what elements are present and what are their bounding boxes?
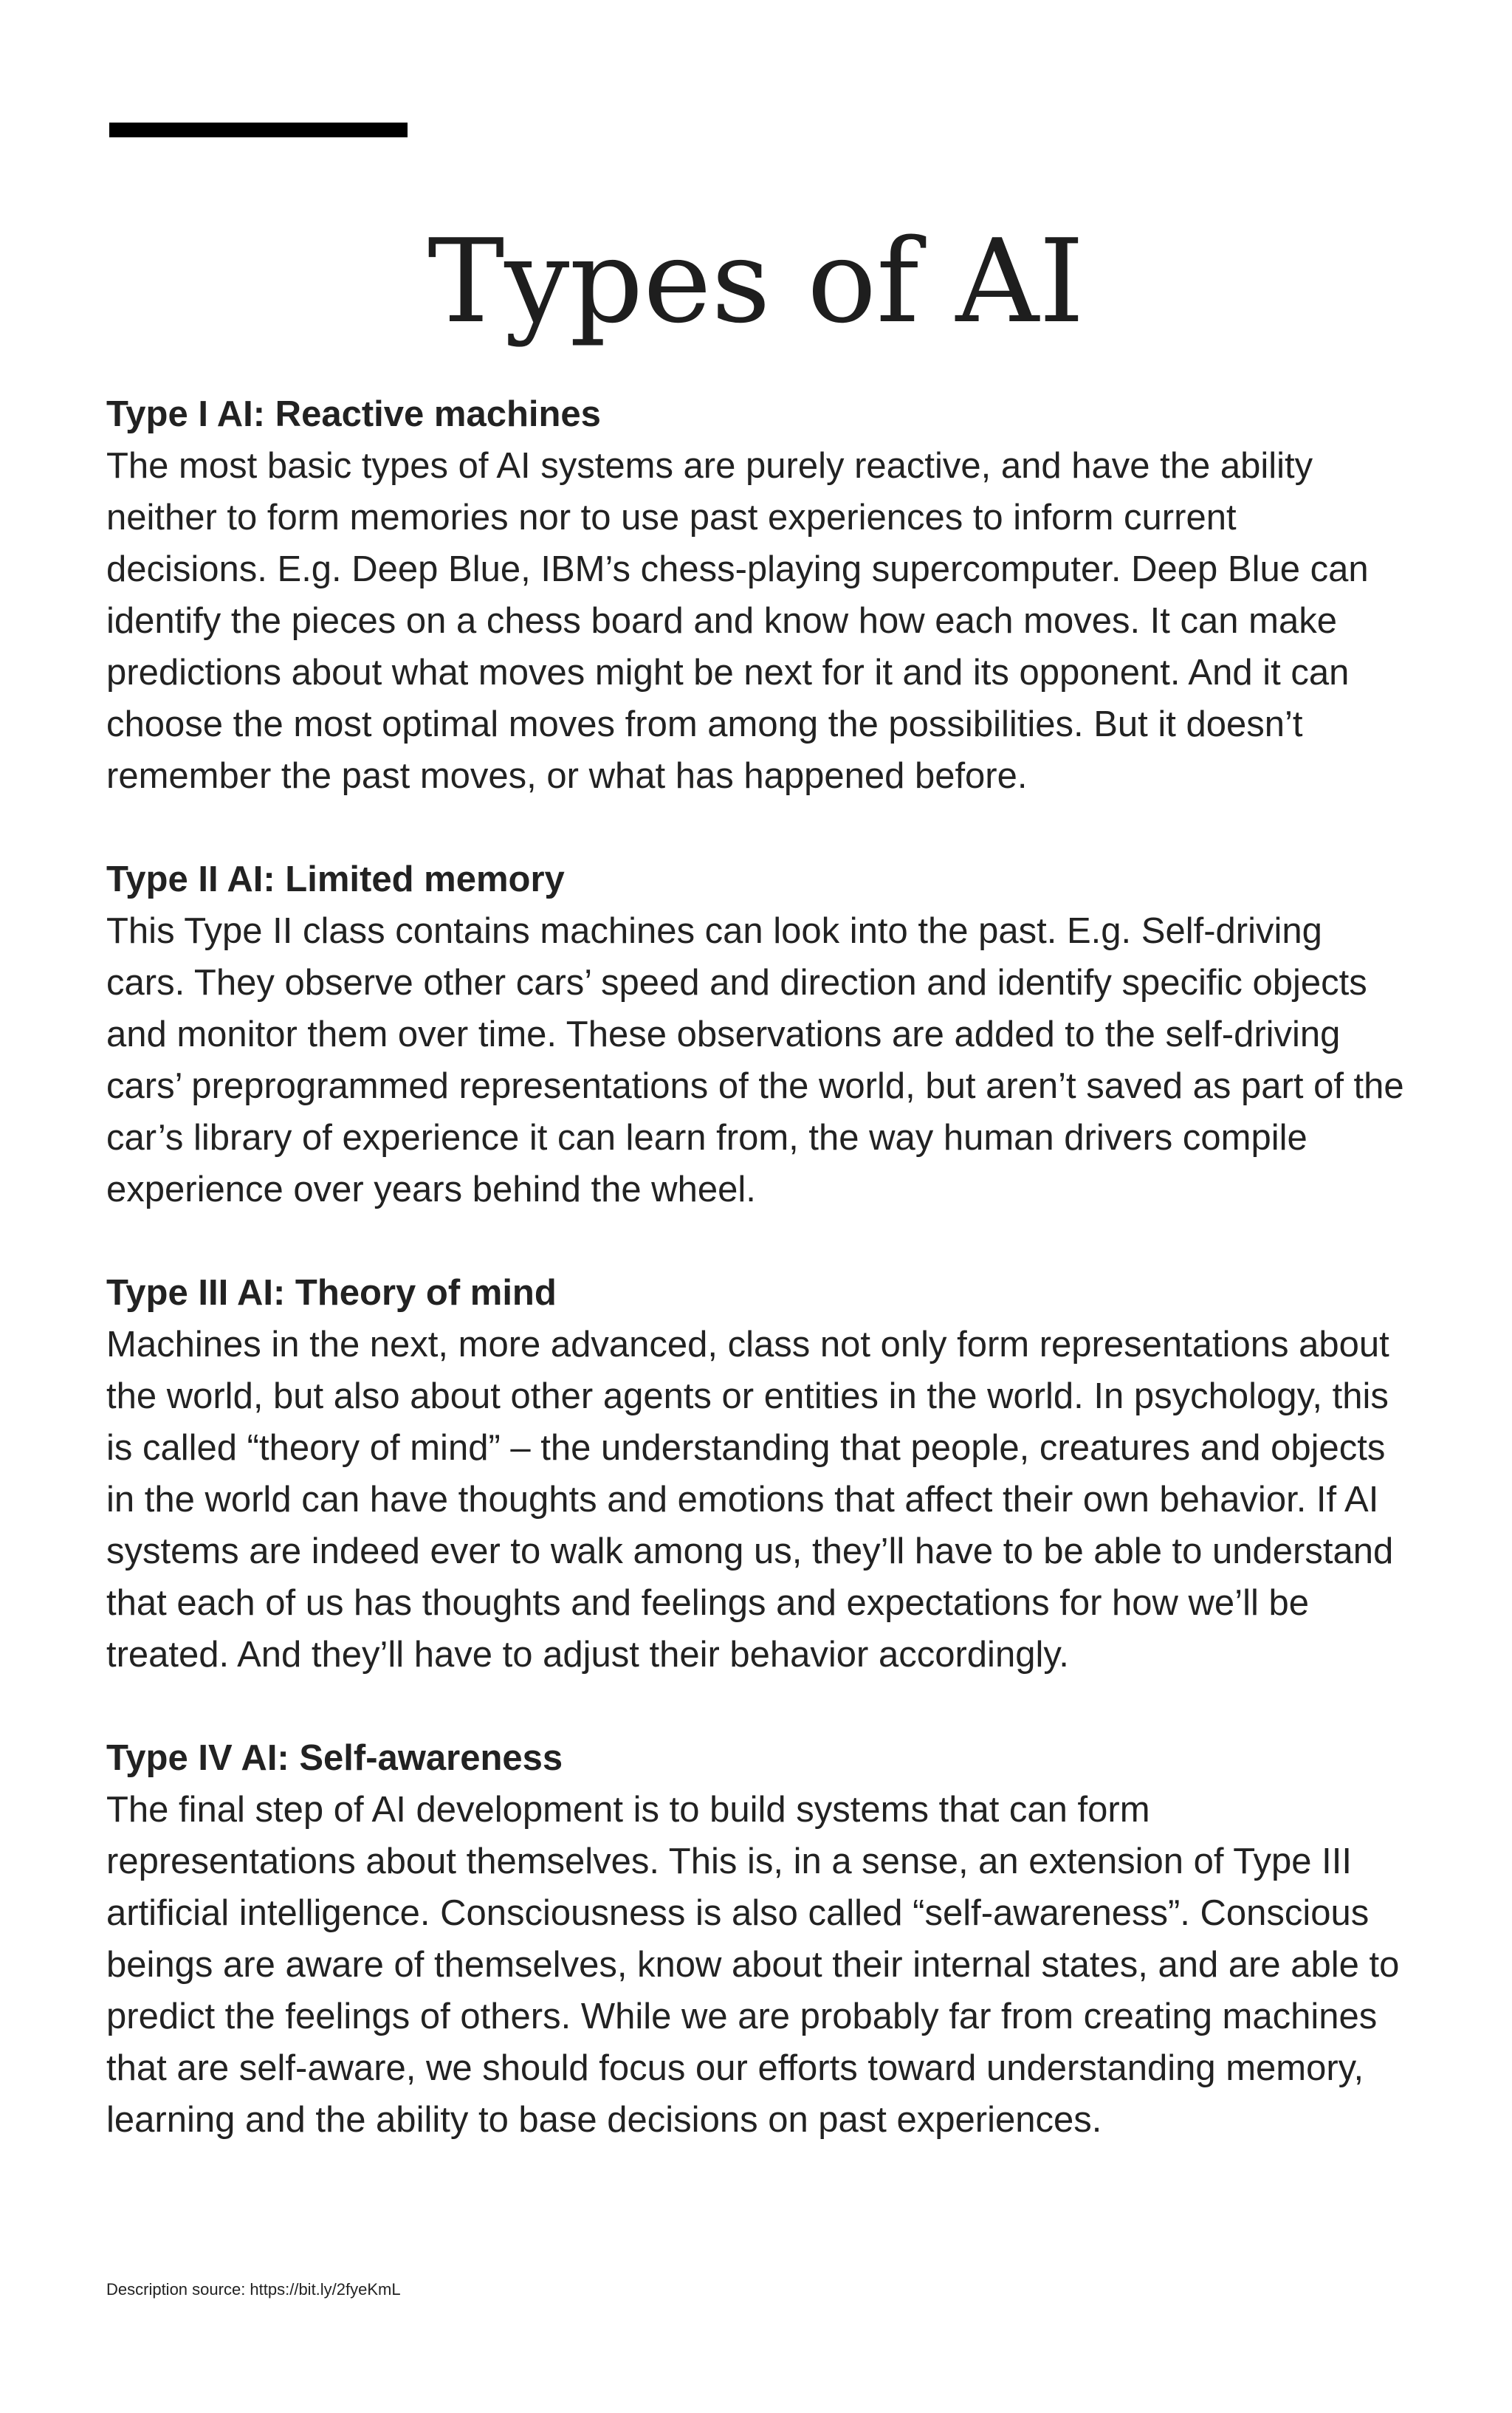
source-note: Description source: https://bit.ly/2fyeKmL — [106, 2280, 401, 2299]
section-body: The final step of AI development is to build systems that can form representations about themselves. This is, in a sense, an extension of Type III artificial intelligence. Consciousness is also called “self-awareness”. Conscious beings are aware of themselves, know about their internal states, and are able to predict the feelings of others. While we are probably far from creating machines that are self-aware, we should focus our efforts toward understanding memory, learning and the ability to base decisions on past experiences. — [106, 1790, 1400, 2140]
section-heading: Type IV AI: Self-awareness — [106, 1738, 563, 1778]
section-type-2 — [106, 854, 1406, 1215]
section-body: This Type II class contains machines can look into the past. E.g. Self-driving cars. They observe other cars’ speed and direction and identify specific objects and monitor them over time. These observations are added to the self-driving cars’ preprogrammed representations of the world, but aren’t saved as part of the car’s library of experience it can learn from, the way human drivers compile experience over years behind the wheel. — [106, 911, 1404, 1209]
section-type-1 — [106, 388, 1406, 802]
page-title: Types of AI — [427, 214, 1085, 349]
section-heading: Type II AI: Limited memory — [106, 859, 565, 899]
section-heading: Type I AI: Reactive machines — [106, 394, 601, 434]
top-decorative-rule — [109, 123, 408, 137]
section-type-3 — [106, 1267, 1406, 1681]
document-body — [106, 388, 1406, 2197]
section-heading: Type III AI: Theory of mind — [106, 1273, 557, 1313]
section-body: Machines in the next, more advanced, class not only form representations about the world, but also about other agents or entities in the world. In psychology, this is called “theory of mind” – the understanding that people, creatures and objects in the world can have thoughts and emotions that affect their own behavior. If AI systems are indeed ever to walk among us, they’ll have to be able to understand that each of us has thoughts and feelings and expectations for how we’ll be treated. And they’ll have to adjust their behavior accordingly. — [106, 1325, 1394, 1675]
section-type-4 — [106, 1732, 1406, 2146]
section-body: The most basic types of AI systems are purely reactive, and have the ability neither to form memories nor to use past experiences to inform current decisions. E.g. Deep Blue, IBM’s chess-playing supercomputer. Deep Blue can identify the pieces on a chess board and know how each moves. It can make predictions about what moves might be next for it and its opponent. And it can choose the most optimal moves from among the possibilities. But it doesn’t remember the past moves, or what has happened before. — [106, 446, 1369, 796]
